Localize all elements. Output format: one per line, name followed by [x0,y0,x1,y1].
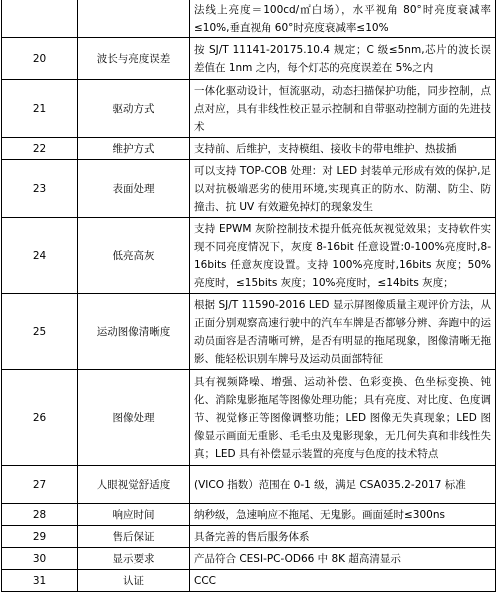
row-number: 28 [2,504,78,526]
item-description: 支持 EPWM 灰阶控制技术提升低亮低灰视觉效果；支持软件实现不同亮度情况下，灰度 8-16bit 任意设置:0-100%亮度时,8-16bits 任意灰度设置。支持 100%亮度时,16bits 灰度；50%亮度时，≤15bits 灰度；10%亮度时，≤14bits 灰度； [190,218,496,294]
row-number: 20 [2,38,78,80]
row-number: 24 [2,218,78,294]
row-number [2,0,78,38]
table-row [2,526,496,548]
spec-table [1,0,496,592]
table-row [2,370,496,466]
table-row [2,570,496,592]
item-name: 波长与亮度误差 [78,38,190,80]
item-name [78,0,190,38]
item-description: 按 SJ/T 11141-20175.10.4 规定；C 级≤5nm,芯片的波长误差值在 1nm 之内，每个灯芯的亮度误差在 5%之内 [190,38,496,80]
row-number: 23 [2,160,78,218]
item-description: 产品符合 CESI-PC-OD66 中 8K 超高清显示 [190,548,496,570]
item-description: (VICO 指数）范围在 0-1 级，满足 CSA035.2-2017 标准 [190,466,496,504]
item-description: 可以支持 TOP-COB 处理：对 LED 封装单元形成有效的保护,足以对抗极端恶劣的使用环境,实现真正的防水、防潮、防尘、防撞击、抗 UV 有效避免掉灯的现象发生 [190,160,496,218]
row-number: 25 [2,294,78,370]
table-row [2,218,496,294]
row-number: 22 [2,138,78,160]
item-name: 售后保证 [78,526,190,548]
item-name: 低亮高灰 [78,218,190,294]
item-name: 认证 [78,570,190,592]
row-number: 29 [2,526,78,548]
table-row [2,504,496,526]
table-row [2,160,496,218]
item-name: 维护方式 [78,138,190,160]
row-number: 31 [2,570,78,592]
item-description: 支持前、后维护，支持模组、接收卡的带电维护、热拔插 [190,138,496,160]
item-name: 图像处理 [78,370,190,466]
item-description: 具备完善的售后服务体系 [190,526,496,548]
row-number: 26 [2,370,78,466]
row-number: 27 [2,466,78,504]
item-name: 运动图像清晰度 [78,294,190,370]
row-number: 30 [2,548,78,570]
item-name: 表面处理 [78,160,190,218]
table-row [2,38,496,80]
table-row [2,0,496,38]
item-description: 具有视频降噪、增强、运动补偿、色彩变换、色坐标变换、钝化、消除鬼影拖尾等图像处理功能；具有亮度、对比度、色度调节、视觉修正等图像调整功能；LED 图像无失真现象；LED 图像显示画面无重影、毛毛虫及鬼影现象，无几何失真和非线性失真；LED 具有补偿显示装置的亮度与色度的技术特点 [190,370,496,466]
item-description: 纳秒级，急速响应不拖尾、无鬼影。画面延时≤300ns [190,504,496,526]
table-row [2,138,496,160]
item-description: 法线上亮度＝100cd/㎡白场），水平视角 80°时亮度衰减率≤10%,垂直视角 60°时亮度衰减率≤10% [190,0,496,38]
table-row [2,466,496,504]
item-description: CCC [190,570,496,592]
item-name: 显示要求 [78,548,190,570]
item-description: 根据 SJ/T 11590-2016 LED 显示屏图像质量主观评价方法，从正面分别观察高速行驶中的汽车车牌是否都够分辨、奔跑中的运动员面容是否清晰可辨，是否有明显的拖尾现象，图像清晰无拖影、能轻松识别车牌号及运动员面部特征 [190,294,496,370]
table-row [2,548,496,570]
row-number: 21 [2,80,78,138]
item-description: 一体化驱动设计，恒流驱动，动态扫描保护功能，同步控制，点点对应，具有非线性校正显示控制和自带驱动控制方面的先进技术 [190,80,496,138]
item-name: 人眼视觉舒适度 [78,466,190,504]
table-row [2,80,496,138]
item-name: 驱动方式 [78,80,190,138]
table-row [2,294,496,370]
item-name: 响应时间 [78,504,190,526]
